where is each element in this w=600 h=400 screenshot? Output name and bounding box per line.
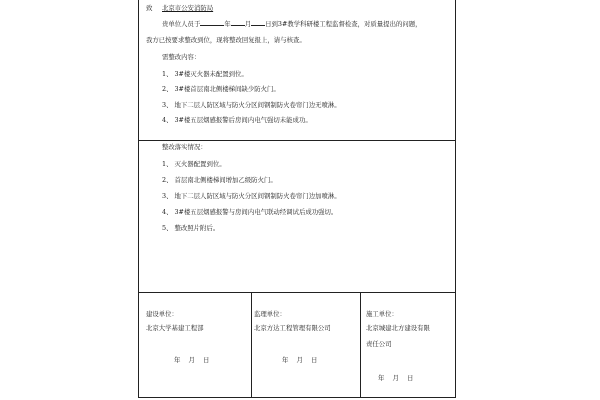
construction-unit-name: 北京大学基建工程部 — [146, 324, 204, 332]
issue-item: 3、 地下二层人防区域与防火分区间钢制防火卷帘门边无喷淋。 — [162, 101, 341, 109]
supervision-unit-label: 监理单位： — [254, 310, 286, 318]
construction-date: 年 月 日 — [174, 356, 210, 364]
recipient: 北京市公安消防局 — [162, 4, 214, 12]
issues-title: 需整改内容： — [162, 53, 201, 61]
supervision-unit-name: 北京方达工程管理有限公司 — [254, 324, 331, 332]
to-prefix: 致 — [146, 4, 153, 12]
divider-col-1 — [251, 292, 252, 397]
divider-rectification — [139, 140, 455, 141]
issue-item: 1、 3#楼灭火器未配置到位。 — [162, 70, 248, 78]
intro-line-2: 我方已按要求整改到位，现将整改回复报上，请与核查。 — [146, 36, 306, 44]
divider-signatures — [139, 292, 455, 293]
intro-line-1: 贵单位人员于 年 月 日到3#教学科研楼工程监督检查，对质量提出的问题， — [162, 20, 422, 28]
contractor-unit-name-line2: 责任公司 — [366, 340, 392, 348]
contractor-unit-label: 施工单位： — [366, 310, 398, 318]
supervision-date: 年 月 日 — [282, 356, 318, 364]
issue-item: 4、 3#楼五层烟感报警后房间内电气强切未能成功。 — [162, 116, 312, 124]
contractor-unit-name: 北京城建北方建设有限 — [366, 324, 430, 332]
rectification-item: 3、 地下二层人防区域与防火分区间钢制防火卷帘门边加喷淋。 — [162, 192, 341, 200]
divider-col-2 — [360, 292, 361, 397]
rectification-item: 4、 3#楼五层烟感报警与房间内电气联动经调试后成功强切。 — [162, 208, 338, 216]
rectification-item: 2、 首层南北侧楼梯间增加乙级防火门。 — [162, 176, 277, 184]
rectification-item: 1、 灭火器配置到位。 — [162, 160, 226, 168]
construction-unit-label: 建设单位： — [146, 310, 178, 318]
contractor-date: 年 月 日 — [378, 374, 414, 382]
rectification-item: 5、 整改照片附后。 — [162, 224, 220, 232]
issue-item: 2、 3#楼首层南北侧楼梯间缺少防火门。 — [162, 85, 280, 93]
rectification-title: 整改落实情况： — [162, 143, 207, 151]
